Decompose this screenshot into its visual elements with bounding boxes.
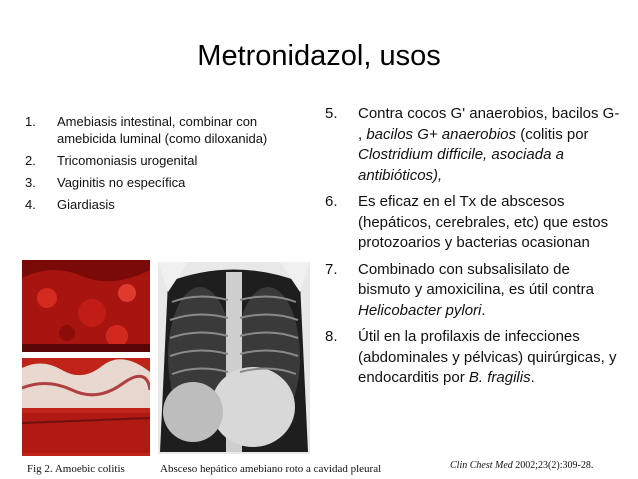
colitis-specimen-image [22,258,150,458]
list-item: 7. Combinado con subsalisilato de bismuto y amoxicilina, es útil contra Helicobacter pylori. [325,260,594,319]
list-item: 6. Es eficaz en el Tx de abscesos (hepáticos, cerebrales, etc) que estos protozoarios y bacterias ocasionan [325,193,609,251]
list-item: 5. Contra cocos G' anaerobios, bacilos G- , bacilos G+ anaerobios (colitis por Clostridium difficile, asociada a antibióticos), [325,105,620,184]
right-uses-list [325,104,625,395]
figure-caption-colitis: Fig 2. Amoebic colitis [27,463,125,475]
list-item: 4. Giardiasis [25,197,115,212]
list-item: 3. Vaginitis no específica [25,175,186,190]
reference-citation: Clin Chest Med 2002;23(2):309-28. [450,460,594,471]
slide-title: Metronidazol, usos [197,40,441,72]
chest-xray-image [158,262,310,454]
left-uses-list [25,113,310,218]
list-item: 1. Amebiasis intestinal, combinar con amebicida luminal (como diloxanida) [25,114,268,146]
list-item: 2. Tricomoniasis urogenital [25,153,198,168]
figure-caption-xray: Absceso hepático amebiano roto a cavidad pleural [160,463,382,475]
list-item: 8. Útil en la profilaxis de infecciones (abdominales y pélvicas) quirúrgicas, y endocarditis por B. fragilis. [325,328,617,386]
